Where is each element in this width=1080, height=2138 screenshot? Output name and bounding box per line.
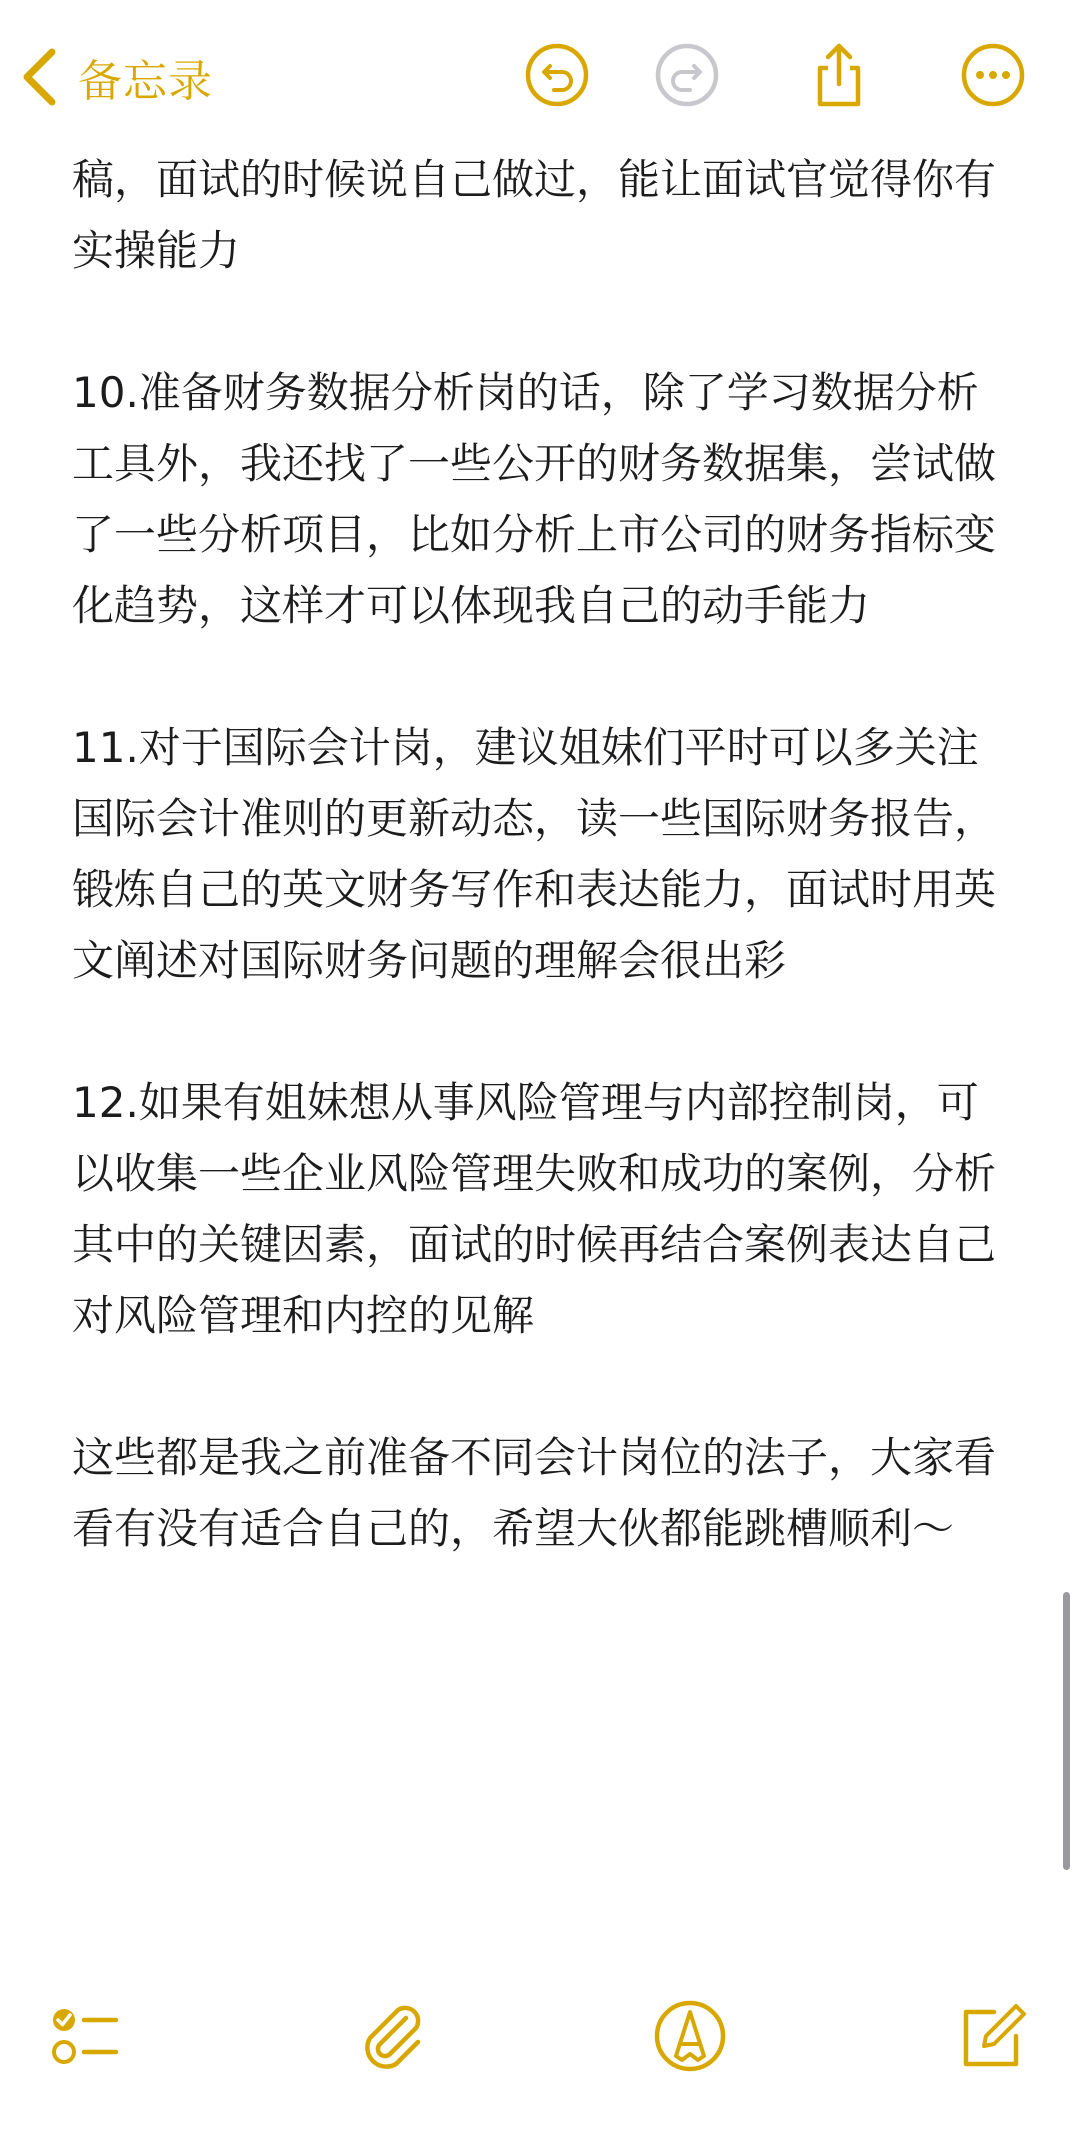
- scroll-indicator[interactable]: [1063, 1592, 1070, 1870]
- back-button[interactable]: [18, 42, 213, 112]
- compose-button[interactable]: [952, 1996, 1032, 2076]
- attachment-icon: [354, 1998, 430, 2074]
- undo-icon: [524, 42, 590, 108]
- markup-button[interactable]: [650, 1996, 730, 2076]
- redo-icon: [654, 42, 720, 108]
- note-paragraph: 11.对于国际会计岗，建议姐妹们平时可以多关注国际会计准则的更新动态，读一些国际财务报告，锻炼自己的英文财务写作和表达能力，面试时用英文阐述对国际财务问题的理解会很出彩: [72, 723, 997, 985]
- nav-bar: [0, 0, 1080, 150]
- note-paragraph: 10.准备财务数据分析岗的话，除了学习数据分析工具外，我还找了一些公开的财务数据集，尝试做了一些分析项目，比如分析上市公司的财务指标变化趋势，这样才可以体现我自己的动手能力: [72, 368, 997, 630]
- note-paragraph: 12.如果有姐妹想从事风险管理与内部控制岗，可以收集一些企业风险管理失败和成功的案例，分析其中的关键因素，面试的时候再结合案例表达自己对风险管理和内控的见解: [72, 1078, 997, 1340]
- redo-button[interactable]: [652, 40, 722, 110]
- more-button[interactable]: [958, 40, 1028, 110]
- share-button[interactable]: [804, 40, 874, 110]
- note-paragraph: 这些都是我之前准备不同会计岗位的法子，大家看看有没有适合自己的，希望大伙都能跳槽顺利～: [72, 1433, 997, 1553]
- undo-button[interactable]: [522, 40, 592, 110]
- chevron-left-icon: [18, 46, 58, 108]
- note-body[interactable]: [72, 144, 1012, 1635]
- compose-icon: [954, 1998, 1030, 2074]
- checklist-button[interactable]: [44, 1996, 124, 2076]
- share-icon: [806, 42, 872, 108]
- back-label: 备忘录: [78, 56, 213, 107]
- note-paragraph: 稿，面试的时候说自己做过，能让面试官觉得你有实操能力: [72, 155, 997, 275]
- markup-icon: [652, 1998, 728, 2074]
- bottom-toolbar: [0, 1996, 1080, 2106]
- checklist-icon: [46, 1998, 122, 2074]
- more-icon: [960, 42, 1026, 108]
- attachment-button[interactable]: [352, 1996, 432, 2076]
